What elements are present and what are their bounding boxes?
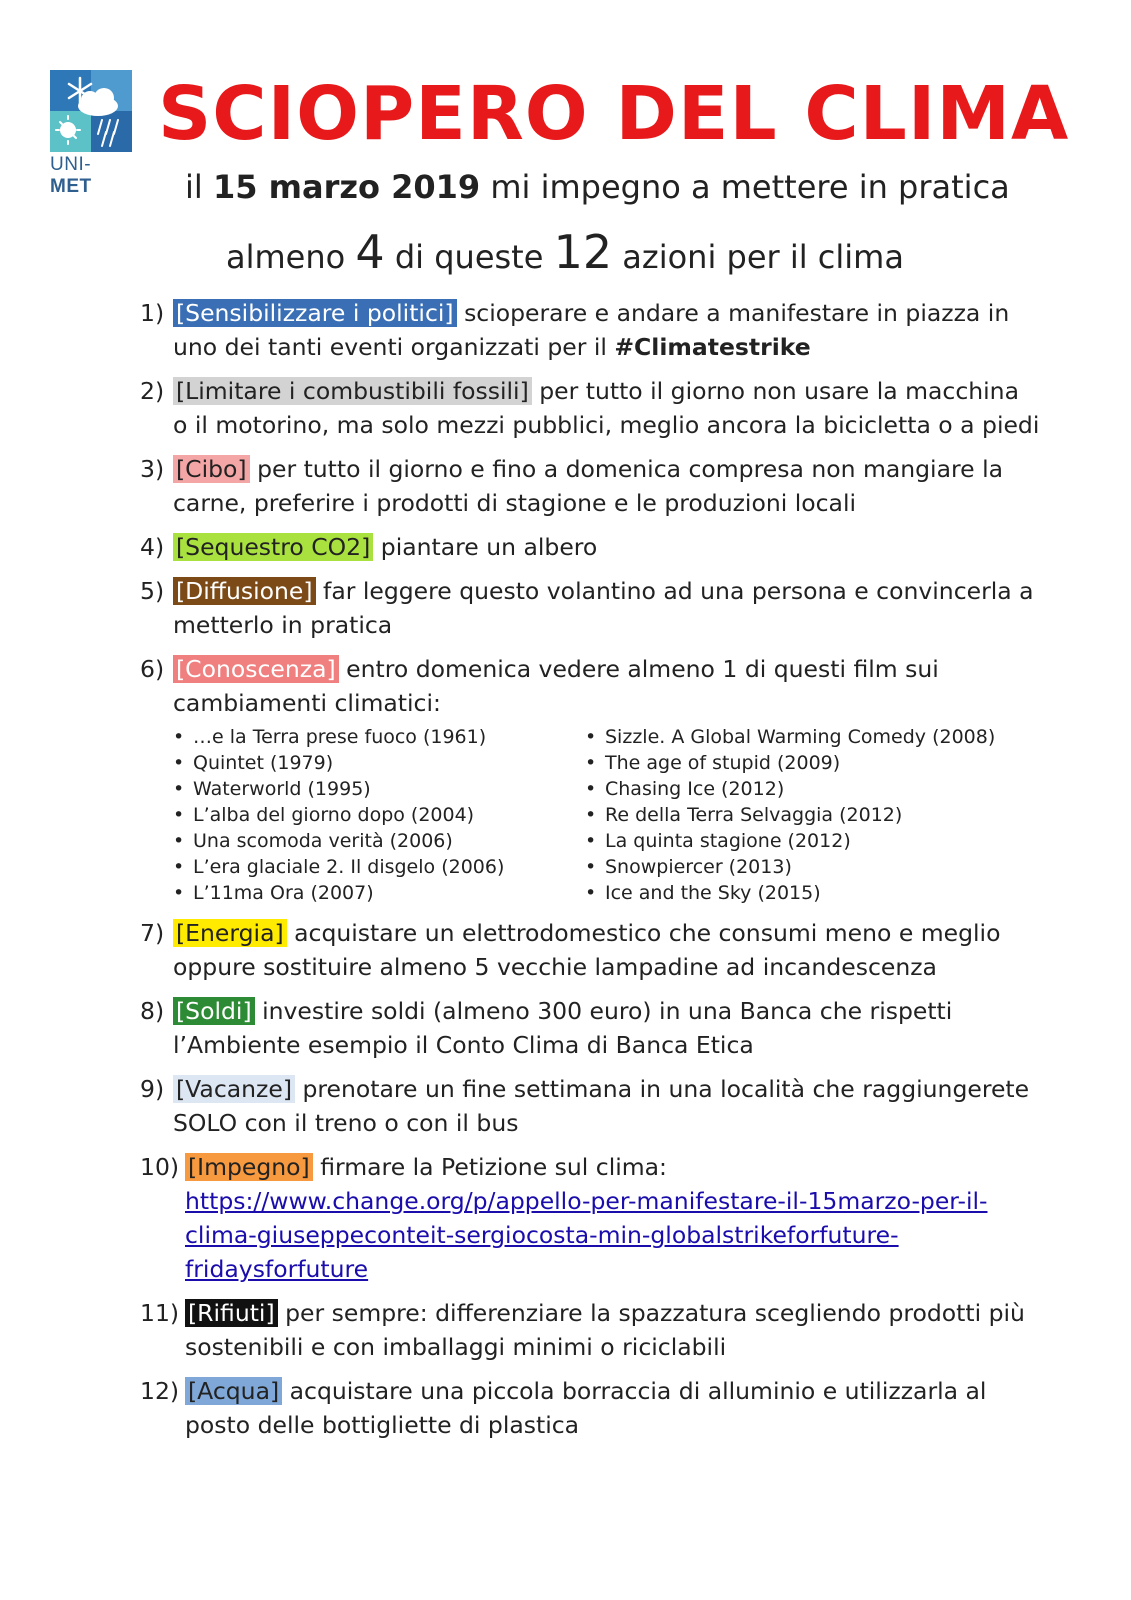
action-number: 6): [140, 655, 165, 683]
action-item: [140, 530, 1040, 564]
action-item: [140, 374, 1040, 442]
action-number: 10): [140, 1153, 180, 1181]
action-text: scioperare e andare a manifestare in piazza in uno dei tanti eventi organizzati per il: [173, 299, 1010, 361]
action-tag: [Conoscenza]: [173, 655, 339, 683]
action-text: piantare un albero: [380, 533, 598, 561]
action-item: [140, 452, 1040, 520]
action-item: [140, 994, 1040, 1062]
action-tag: [Vacanze]: [173, 1075, 295, 1103]
film-item: • Waterworld (1995): [173, 776, 585, 802]
action-item: [140, 574, 1040, 642]
action-tag: [Sensibilizzare i politici]: [173, 299, 457, 327]
action-tag: [Impegno]: [185, 1153, 313, 1181]
action-text: prenotare un fine settimana in una località che raggiungerete SOLO con il treno o con il bus: [173, 1075, 1030, 1137]
film-list-right: [585, 724, 995, 906]
film-item: • Una scomoda verità (2006): [173, 828, 585, 854]
action-number: 7): [140, 919, 165, 947]
action-tag: [Cibo]: [173, 455, 250, 483]
action-item: [140, 1150, 1040, 1286]
subtitle-line-2: almeno 4 di queste 12 azioni per il clima: [226, 225, 904, 279]
action-tag: [Sequestro CO2]: [173, 533, 373, 561]
action-number: 2): [140, 377, 165, 405]
page-title: SCIOPERO DEL CLIMA: [158, 71, 1070, 157]
action-item: [140, 1296, 1040, 1364]
action-text: per tutto il giorno e fino a domenica compresa non mangiare la carne, preferire i prodotti di stagione e le produzioni locali: [173, 455, 1003, 517]
action-text: per sempre: differenziare la spazzatura scegliendo prodotti più sostenibili e con imballaggi minimi o riciclabili: [185, 1299, 1025, 1361]
action-item: [140, 652, 1040, 906]
action-tag: [Acqua]: [185, 1377, 282, 1405]
film-item: • L’alba del giorno dopo (2004): [173, 802, 585, 828]
action-tag: [Rifiuti]: [185, 1299, 278, 1327]
min-actions-count: 4: [355, 225, 385, 279]
film-item: • Re della Terra Selvaggia (2012): [585, 802, 995, 828]
action-text: entro domenica vedere almeno 1 di questi film sui cambiamenti climatici:: [173, 655, 939, 717]
total-actions-count: 12: [553, 225, 613, 279]
date: 15 marzo 2019: [212, 168, 481, 206]
film-item: • Ice and the Sky (2015): [585, 880, 995, 906]
film-item: • La quinta stagione (2012): [585, 828, 995, 854]
action-number: 3): [140, 455, 165, 483]
action-number: 1): [140, 299, 165, 327]
action-text: acquistare un elettrodomestico che consumi meno e meglio oppure sostituire almeno 5 vecchie lampadine ad incandescenza: [173, 919, 1001, 981]
hashtag: #Climatestrike: [614, 333, 811, 361]
action-text: per tutto il giorno non usare la macchina o il motorino, ma solo mezzi pubblici, meglio ancora la bicicletta o a piedi: [173, 377, 1040, 439]
action-text: acquistare una piccola borraccia di alluminio e utilizzarla al posto delle bottigliette di plastica: [185, 1377, 987, 1439]
snowflake-sun-rain-icon: [50, 70, 132, 152]
film-item: • Sizzle. A Global Warming Comedy (2008): [585, 724, 995, 750]
film-item: • Snowpiercer (2013): [585, 854, 995, 880]
action-number: 8): [140, 997, 165, 1025]
action-text: investire soldi (almeno 300 euro) in una Banca che rispetti l’Ambiente esempio il Conto Clima di Banca Etica: [173, 997, 953, 1059]
action-item: [140, 1072, 1040, 1140]
action-number: 4): [140, 533, 165, 561]
action-number: 12): [140, 1377, 180, 1405]
action-number: 11): [140, 1299, 180, 1327]
film-item: • Chasing Ice (2012): [585, 776, 995, 802]
action-tag: [Diffusione]: [173, 577, 316, 605]
film-item: • L’era glaciale 2. Il disgelo (2006): [173, 854, 585, 880]
logo-text: UNI-MET: [50, 154, 92, 197]
film-item: • L’11ma Ora (2007): [173, 880, 585, 906]
action-tag: [Limitare i combustibili fossili]: [173, 377, 532, 405]
action-number: 5): [140, 577, 165, 605]
film-list-left: [173, 724, 585, 906]
film-item: • …e la Terra prese fuoco (1961): [173, 724, 585, 750]
action-text: far leggere questo volantino ad una persona e convincerla a metterlo in pratica: [173, 577, 1034, 639]
subtitle-line-1: il 15 marzo 2019 mi impegno a mettere in pratica: [185, 168, 1010, 206]
action-text: firmare la Petizione sul clima:: [320, 1153, 667, 1181]
film-list: [173, 724, 1040, 906]
action-item: [140, 296, 1040, 364]
film-item: • The age of stupid (2009): [585, 750, 995, 776]
film-item: • Quintet (1979): [173, 750, 585, 776]
petition-link[interactable]: https://www.change.org/p/appello-per-manifestare-il-15marzo-per-il-clima-giuseppeconteit-sergiocosta-min-globalstrikeforfuture-fridaysforfuture: [185, 1187, 988, 1283]
uni-met-logo: [50, 70, 132, 198]
action-tag: [Energia]: [173, 919, 287, 947]
action-item: [140, 916, 1040, 984]
action-item: [140, 1374, 1040, 1442]
actions-list: [140, 296, 1040, 1452]
action-number: 9): [140, 1075, 165, 1103]
action-tag: [Soldi]: [173, 997, 255, 1025]
